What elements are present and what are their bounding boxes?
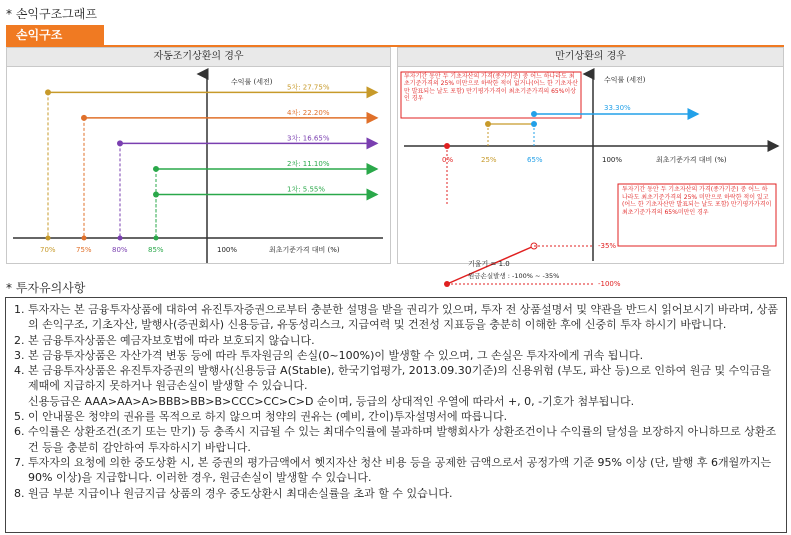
right-loss-label: 원금손실발생 : -100% ~ -35% [468, 272, 560, 280]
left-x-tick-dot-2 [82, 236, 87, 241]
left-series-label-4: 2차: 11.10% [287, 159, 330, 168]
right-x-tick-25: 25% [481, 156, 497, 164]
right-x-tick-100: 100% [602, 156, 623, 164]
left-series-label-5: 1차: 5.55% [287, 185, 326, 194]
right-x-tick-65: 65% [527, 156, 543, 164]
caution-item-5: 5. 이 안내물은 청약의 권유를 목적으로 하지 않으며 청약의 권유는 (예비, 간이)투자설명서에 따릅니다. [14, 410, 508, 424]
early-redemption-chart [7, 66, 390, 263]
maturity-bottom-note: 투자기간 동안 두 기초자산의 가격(종가기준) 중 어느 하나라도 최초기준가격의 25% 미만으로 하락한 적이 있고(어느 한 기초자산만 발표되는 날도 포함) 만기평가가격이 최초기준가격의 65%미만인 경우 [622, 186, 772, 216]
left-x-tick-4: 85% [148, 246, 164, 254]
left-x-tick-3: 80% [112, 246, 128, 254]
left-x-label: 최초기준가격 대비 (%) [269, 246, 340, 254]
profit-structure-tab: 손익구조 [6, 25, 104, 45]
caution-item-3: 3. 본 금융투자상품은 자산가격 변동 등에 따라 투자원금의 손실(0~100%)이 발생할 수 있으며, 그 손실은 투자자에게 귀속 됩니다. [14, 348, 644, 362]
maturity-top-note: 투자기간 동안 두 기초자산의 가격(종가기준) 중 어느 하나라도 최초기준가격의 25% 미만으로 하락한 적이 없거나(어느 한 기초자산만 발표되는 날도 포함) 만기평가가격이 최초기준가격의 65%이상인 경우 [404, 73, 578, 102]
early-redemption-header: 자동조기상환의 경우 [7, 48, 390, 67]
caution-item-7: 7. 투자자의 요청에 의한 중도상환 시, 본 증권의 평가금액에서 헷지자산 청산 비용 등을 공제한 금액으로서 공정가액 기준 95% 이상 (단, 발행 후 6개월까지는 90% 이상)을 지급합니다. 이러한 경우, 원금손실이 발생할 수 있습니다. [14, 455, 772, 485]
right-x-tick-0: 0% [442, 156, 454, 164]
left-series-point-5 [153, 191, 159, 197]
left-series-point-3 [117, 140, 123, 146]
left-x-tick-1: 70% [40, 246, 56, 254]
investment-caution-box [5, 297, 787, 533]
caution-item-4: 4. 본 금융투자상품은 유진투자증권의 발행사(신용등급 A(Stable), 한국기업평가, 2013.09.30기준)의 신용위험 (부도, 파산 등)으로 인하여 원금 및 수익금을 제때에 지급하지 못하거나 원금손실이 발생할 수 있습니다. [14, 364, 772, 393]
caution-item-4-sub: 신용등급은 AAA>AA>A>BBB>BB>B>CCC>CC>C>D 순이며, 등급의 상대적인 우열에 따라서 +, 0, -기호가 첨부됩니다. [28, 394, 635, 408]
left-series-label-2: 4차: 22.20% [287, 108, 330, 117]
right-upper-value: 33.30% [604, 104, 631, 112]
left-x-100: 100% [217, 246, 238, 254]
left-series-label-3: 3차: 16.65% [287, 134, 330, 143]
right-x-label: 최초기준가격 대비 (%) [656, 156, 727, 164]
right-minus35-label: -35% [598, 242, 617, 250]
section-title-caution: * 투자유의사항 [6, 281, 86, 295]
maturity-header: 만기상환의 경우 [398, 48, 783, 67]
left-series-group [40, 82, 377, 254]
right-y-label: 수익률 (세전) [604, 76, 646, 84]
left-x-tick-dot-1 [46, 236, 51, 241]
left-y-label: 수익률 (세전) [231, 78, 273, 86]
early-redemption-panel [6, 47, 391, 264]
left-series-point-1 [45, 89, 51, 95]
right-minus100-label: -100% [598, 280, 621, 288]
section-title-profit-graph: * 손익구조그래프 [6, 7, 97, 21]
left-x-tick-dot-3 [118, 236, 123, 241]
left-x-tick-2: 75% [76, 246, 92, 254]
maturity-redemption-panel [397, 47, 784, 288]
caution-item-8: 8. 원금 부분 지급이나 원금지급 상품의 경우 중도상환시 최대손실률을 초과 할 수 있습니다. [14, 486, 453, 500]
right-point-65-upper [531, 111, 537, 117]
right-slope-label: 기울기 = 1.0 [468, 260, 510, 268]
left-series-label-1: 5차: 27.75% [287, 83, 330, 92]
left-series-point-4 [153, 166, 159, 172]
left-x-tick-dot-4 [154, 236, 159, 241]
maturity-chart [398, 66, 783, 288]
caution-item-1: 1. 투자자는 본 금융투자상품에 대하여 유진투자증권으로부터 충분한 설명을 받을 권리가 있으며, 투자 전 상품설명서 및 약관을 반드시 읽어보시기 바라며, 상품의 손익구조, 기초자산, 발행사(증권회사) 신용등급, 유동성리스크, 지급여력 및 건전성 지표등을 충분히 이해한 후에 신중히 투자 하시기 바랍니다. [14, 303, 778, 332]
left-series-point-2 [81, 115, 87, 121]
caution-item-2: 2. 본 금융투자상품은 예금자보호법에 따라 보호되지 않습니다. [14, 333, 315, 347]
caution-item-6: 6. 수익률은 상환조건(조기 또는 만기) 등 충족시 지급될 수 있는 최대수익률에 불과하며 발행회사가 상환조건이나 수익률의 달성을 보장하지 아니하므로 상환조건 등을 충분히 감안하여 투자하시기 바랍니다. [14, 425, 777, 454]
